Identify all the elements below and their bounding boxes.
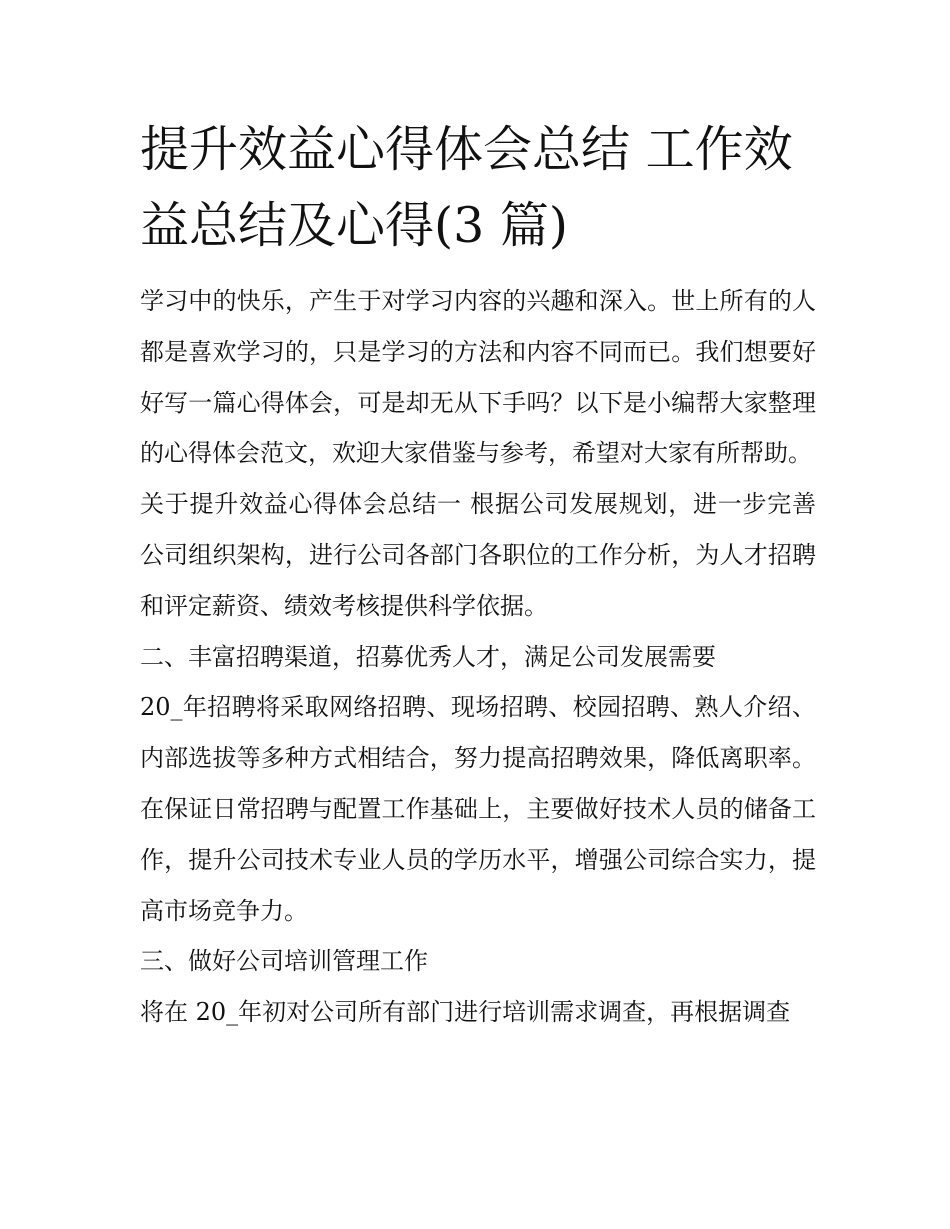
paragraph-training: 将在 20_年初对公司所有部门进行培训需求调查，再根据调查 xyxy=(140,998,791,1027)
document-body xyxy=(140,276,816,1038)
heading-section-three: 三、做好公司培训管理工作 xyxy=(140,947,428,976)
paragraph-section-one: 关于提升效益心得体会总结一 根据公司发展规划，进一步完善公司组织架构，进行公司各部门各职位的工作分析，为人才招聘和评定薪资、绩效考核提供科学依据。 xyxy=(140,490,816,620)
paragraph-intro: 学习中的快乐，产生于对学习内容的兴趣和深入。世上所有的人都是喜欢学习的，只是学习的方法和内容不同而已。我们想要好好写一篇心得体会，可是却无从下手吗？以下是小编帮大家整理的心得体会范文，欢迎大家借鉴与参考，希望对大家有所帮助。 xyxy=(140,287,816,468)
paragraph-recruitment: 20_年招聘将采取网络招聘、现场招聘、校园招聘、熟人介绍、内部选拔等多种方式相结合，努力提高招聘效果，降低离职率。在保证日常招聘与配置工作基础上，主要做好技术人员的储备工作，提升公司技术专业人员的学历水平，增强公司综合实力，提高市场竞争力。 xyxy=(140,693,816,925)
document-title: 提升效益心得体会总结 工作效益总结及心得(3 篇) xyxy=(140,121,793,254)
heading-section-two: 二、丰富招聘渠道，招募优秀人才，满足公司发展需要 xyxy=(140,642,716,671)
